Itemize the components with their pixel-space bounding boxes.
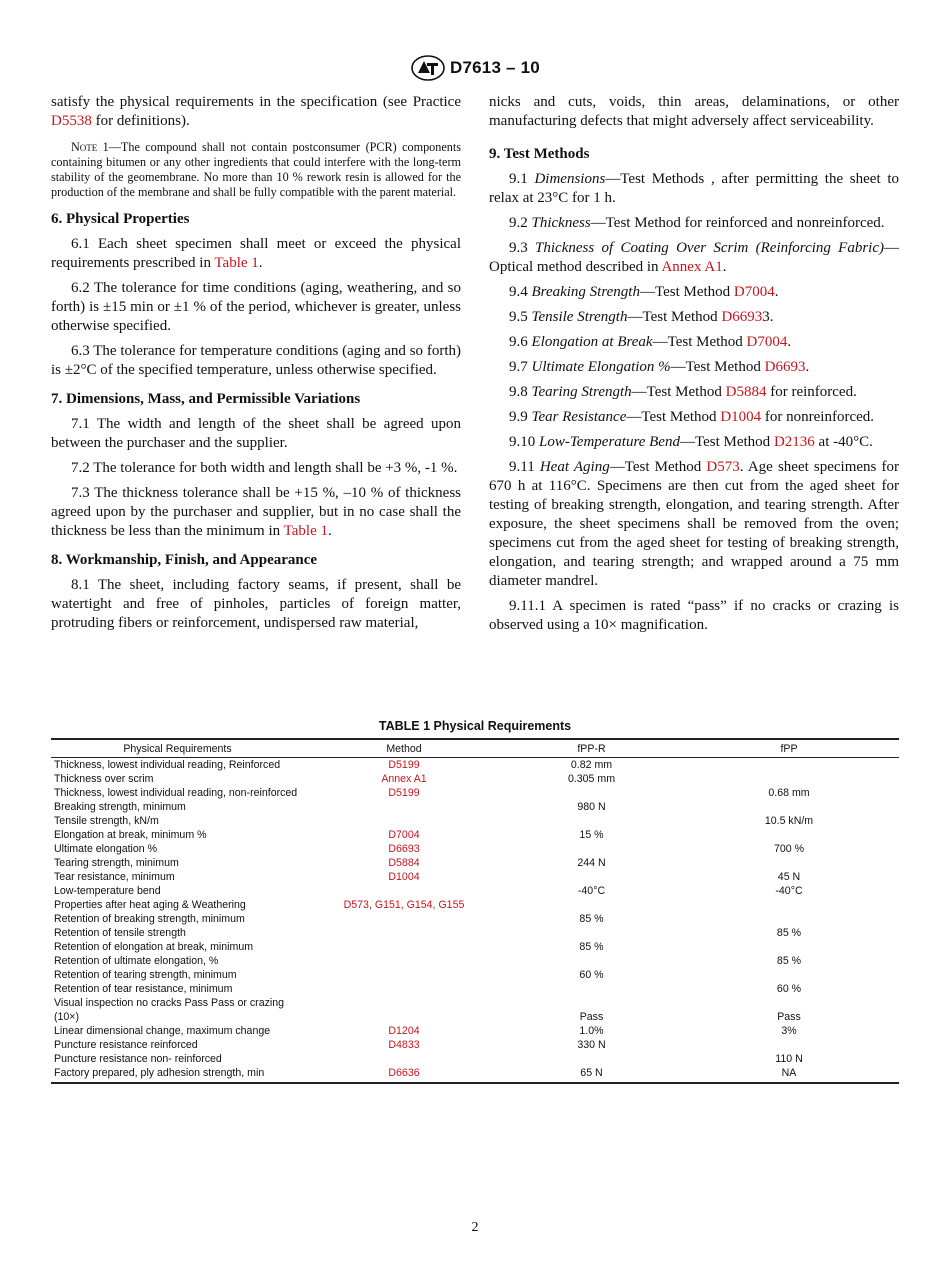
paragraph-6-2: 6.2 The tolerance for time conditions (aging, weathering, and so forth) is ±15 min or ±1 % of the period, whichever is greater, unless otherwise specified. [51, 280, 461, 334]
fpp-r-cell: 65 N [504, 1066, 679, 1083]
table-row [51, 996, 899, 1024]
table-header-row [51, 739, 899, 758]
requirement-cell: Linear dimensional change, maximum change [54, 1025, 271, 1037]
test-method-item: 9.4 Breaking Strength—Test Method D7004. [509, 284, 779, 300]
fpp-r-cell [504, 814, 679, 828]
test-method-item: 9.3 Thickness of Coating Over Scrim (Reinforcing Fabric)—Optical method described in Annex A1. [489, 240, 899, 275]
column-header: fPP-R [504, 739, 679, 758]
fpp-cell [679, 968, 899, 982]
right-column [489, 93, 899, 641]
table-row [51, 982, 899, 996]
continued-paragraph: nicks and cuts, voids, thin areas, delaminations, or other manufacturing defects that might adversely affect serviceability. [489, 94, 899, 129]
table-row [51, 954, 899, 968]
requirement-cell: Thickness over scrim [54, 773, 154, 785]
fpp-r-cell: 85 % [579, 941, 604, 953]
requirement-cell: Properties after heat aging & Weathering [54, 899, 246, 911]
method-cell[interactable]: Annex A1 [381, 773, 427, 785]
method-cell [304, 912, 504, 926]
table-title: TABLE 1 Physical Requirements [378, 719, 572, 733]
astm-logo-icon [410, 55, 446, 81]
fpp-cell: Pass [777, 1011, 801, 1023]
table-row [51, 884, 899, 898]
requirement-cell: Factory prepared, ply adhesion strength, min [51, 1066, 304, 1083]
standard-link[interactable]: D6693 [764, 359, 806, 375]
method-cell [304, 954, 504, 968]
table-row [51, 1038, 899, 1052]
fpp-r-cell: 85 % [579, 913, 604, 925]
table-row [51, 898, 899, 912]
paragraph-9-11: 9.11 Heat Aging—Test Method D573. Age sheet specimens for 670 h at 116°C. Specimens are then cut from the aged sheet for testing of breaking strength, elongation, and tearing strength. After exposure, the sheet specimens shall be removed from the oven; specimens cut from the aged sheet for testing of breaking strength, elongation, and tearing strength; and wrapped around a 75 mm diameter mandrel. [489, 459, 900, 589]
table-row [51, 912, 899, 926]
column-header: Method [304, 739, 504, 758]
standard-link[interactable]: D7004 [746, 334, 788, 350]
table-row [51, 870, 899, 884]
requirement-cell: Tear resistance, minimum [54, 871, 175, 883]
fpp-cell: 110 N [775, 1053, 803, 1065]
method-cell [304, 1052, 504, 1066]
table-row [51, 800, 899, 814]
link-table-1[interactable]: Table 1 [214, 255, 259, 271]
method-cell[interactable]: D5884 [388, 857, 420, 869]
fpp-r-cell [504, 842, 679, 856]
fpp-r-cell [504, 786, 679, 800]
fpp-cell: 700 % [773, 843, 805, 855]
table-row [51, 1024, 899, 1038]
requirement-cell: Retention of ultimate elongation, % [54, 955, 219, 967]
table-row [51, 786, 899, 800]
fpp-cell: 85 % [776, 927, 802, 939]
paragraph-7-3: 7.3 The thickness tolerance shall be +15 %, –10 % of thickness agreed upon by the purchaser and supplier, but in no case shall the thickness be less than the minimum in Table 1. [51, 485, 461, 539]
requirement-cell: Thickness, lowest individual reading, non-reinforced [54, 787, 298, 799]
column-header: fPP [679, 739, 899, 758]
fpp-r-cell: 0.82 mm [570, 759, 613, 771]
fpp-r-cell [504, 870, 679, 884]
standard-link[interactable]: D7004 [733, 284, 775, 300]
table-row [51, 828, 899, 842]
page-header [0, 55, 950, 83]
table-row [51, 940, 899, 954]
fpp-r-cell [504, 954, 679, 968]
physical-requirements-table [51, 738, 899, 1084]
standard-link[interactable]: D2136 [773, 434, 815, 450]
fpp-cell: 45 N [777, 871, 801, 883]
document-id: D7613 – 10 [450, 58, 540, 77]
column-header: Physical Requirements [51, 739, 304, 758]
method-cell [304, 884, 504, 898]
fpp-r-cell [504, 982, 679, 996]
fpp-cell: 0.68 mm [768, 787, 810, 799]
fpp-r-cell: Pass [579, 1011, 604, 1023]
fpp-r-cell: 244 N [577, 857, 606, 869]
paragraph-9-11-1: 9.11.1 A specimen is rated “pass” if no cracks or crazing is observed using a 10× magnification. [489, 598, 899, 633]
method-cell[interactable]: D1204 [388, 1025, 420, 1037]
requirement-cell: Puncture resistance non- reinforced [54, 1053, 222, 1065]
method-cell [304, 926, 504, 940]
table-row [51, 926, 899, 940]
requirement-cell: Retention of elongation at break, minimum [54, 941, 254, 953]
section-8-heading: 8. Workmanship, Finish, and Appearance [51, 552, 318, 568]
table-row [51, 842, 899, 856]
standard-link[interactable]: D1004 [720, 409, 762, 425]
table-row [51, 814, 899, 828]
standard-link[interactable]: D5884 [725, 384, 767, 400]
fpp-cell: 85 % [776, 955, 802, 967]
fpp-cell: -40°C [775, 885, 803, 897]
fpp-cell [679, 772, 899, 786]
method-cell[interactable]: D4833 [388, 1039, 420, 1051]
fpp-cell [679, 1038, 899, 1052]
fpp-r-cell [504, 1052, 679, 1066]
table-row [51, 1066, 899, 1083]
paragraph-6-1: 6.1 Each sheet specimen shall meet or exceed the physical requirements prescribed in Table 1. [51, 236, 461, 271]
test-method-item: 9.1 Dimensions—Test Methods , after permitting the sheet to relax at 23°C for 1 h. [489, 171, 899, 206]
test-method-item: 9.2 Thickness—Test Method for reinforced and nonreinforced. [509, 215, 885, 231]
method-cell [304, 968, 504, 982]
table-row [51, 968, 899, 982]
fpp-cell: 10.5 kN/m [764, 815, 814, 827]
requirement-cell: Retention of breaking strength, minimum [54, 913, 245, 925]
method-cell [304, 996, 504, 1024]
fpp-cell [679, 940, 899, 954]
link-d573[interactable]: D573 [706, 459, 740, 475]
fpp-cell [679, 912, 899, 926]
fpp-cell [679, 800, 899, 814]
fpp-cell [679, 898, 899, 912]
table-row [51, 856, 899, 870]
fpp-r-cell: 60 % [579, 969, 604, 981]
test-method-item: 9.6 Elongation at Break—Test Method D7004. [509, 334, 792, 350]
paragraph-6-3: 6.3 The tolerance for temperature conditions (aging and so forth) is ±2°C of the specified temperature, unless otherwise specified. [51, 343, 461, 378]
paragraph-7-2: 7.2 The tolerance for both width and length shall be +3 %, -1 %. [71, 460, 458, 476]
table-row [51, 758, 899, 773]
link-table-1[interactable]: Table 1 [283, 523, 328, 539]
paragraph-8-1: 8.1 The sheet, including factory seams, if present, shall be watertight and free of pinholes, particles of foreign matter, protruding fibers or reinforcement, undispersed raw material, [51, 577, 461, 631]
standard-link[interactable]: D6693 [721, 309, 763, 325]
test-method-item: 9.7 Ultimate Elongation %—Test Method D6693. [509, 359, 810, 375]
fpp-cell [679, 828, 899, 842]
test-method-item: 9.9 Tear Resistance—Test Method D1004 for nonreinforced. [509, 409, 875, 425]
test-method-item: 9.10 Low-Temperature Bend—Test Method D2136 at -40°C. [509, 434, 873, 450]
table-row [51, 1052, 899, 1066]
requirement-cell: Elongation at break, minimum % [54, 829, 207, 841]
fpp-cell [679, 758, 899, 773]
requirement-cell: Retention of tearing strength, minimum [54, 969, 237, 981]
method-cell[interactable]: D1004 [388, 871, 420, 883]
standard-link[interactable]: Annex A1 [661, 259, 723, 275]
requirement-cell: Tearing strength, minimum [54, 857, 179, 869]
fpp-r-cell: 330 N [577, 1039, 606, 1051]
fpp-r-cell: 980 N [577, 801, 606, 813]
method-cell [304, 814, 504, 828]
method-cell [304, 940, 504, 954]
left-column [51, 93, 461, 639]
section-9-heading: 9. Test Methods [489, 146, 590, 162]
method-cell [304, 800, 504, 814]
fpp-cell: 60 % [776, 983, 802, 995]
method-cell[interactable]: D573, G151, G154, G155 [343, 899, 465, 911]
fpp-r-cell [504, 898, 679, 912]
method-cell[interactable]: D6636 [304, 1066, 504, 1083]
requirement-cell: Tensile strength, kN/m [54, 815, 159, 827]
requirement-cell: Breaking strength, minimum [54, 801, 186, 813]
requirement-cell: Retention of tensile strength [54, 927, 186, 939]
fpp-r-cell: 1.0% [579, 1025, 604, 1037]
fpp-cell: 3% [781, 1025, 797, 1037]
section-7-heading: 7. Dimensions, Mass, and Permissible Variations [51, 391, 361, 407]
fpp-r-cell [504, 926, 679, 940]
method-cell[interactable]: D5199 [388, 787, 420, 799]
fpp-cell [679, 856, 899, 870]
paragraph-7-1: 7.1 The width and length of the sheet shall be agreed upon between the purchaser and the supplier. [51, 416, 461, 451]
requirement-cell: Thickness, lowest individual reading, Reinforced [54, 759, 281, 771]
test-method-item: 9.5 Tensile Strength—Test Method D66933. [509, 309, 774, 325]
link-d5538[interactable]: D5538 [51, 113, 92, 129]
requirement-cell: Visual inspection no cracks Pass Pass or crazing (10×) [54, 997, 285, 1023]
requirement-cell: Ultimate elongation % [54, 843, 158, 855]
method-cell[interactable]: D5199 [388, 759, 420, 771]
requirement-cell: Puncture resistance reinforced [54, 1039, 198, 1051]
fpp-r-cell: 15 % [579, 829, 604, 841]
fpp-cell: NA [679, 1066, 899, 1083]
method-cell[interactable]: D7004 [388, 829, 420, 841]
requirement-cell: Retention of tear resistance, minimum [54, 983, 233, 995]
method-cell[interactable]: D6693 [388, 843, 420, 855]
note-1: Note 1—The compound shall not contain postconsumer (PCR) components containing bitumen or any other ingredients that could interfere with the long-term stability of the geomembrane. No more than 10 % rework resin is allowed for the production of the membrane and shall be fully compatible with the parent material. [51, 140, 461, 199]
test-method-list [489, 170, 899, 452]
fpp-r-cell: -40°C [577, 885, 606, 897]
table-row [51, 772, 899, 786]
method-cell [304, 982, 504, 996]
continued-paragraph: satisfy the physical requirements in the specification (see Practice D5538 for definitions). [51, 94, 461, 129]
requirement-cell: Low-temperature bend [54, 885, 161, 897]
section-6-heading: 6. Physical Properties [51, 211, 190, 227]
page-number: 2 [471, 1220, 479, 1235]
test-method-item: 9.8 Tearing Strength—Test Method D5884 for reinforced. [509, 384, 857, 400]
fpp-r-cell: 0.305 mm [567, 773, 616, 785]
